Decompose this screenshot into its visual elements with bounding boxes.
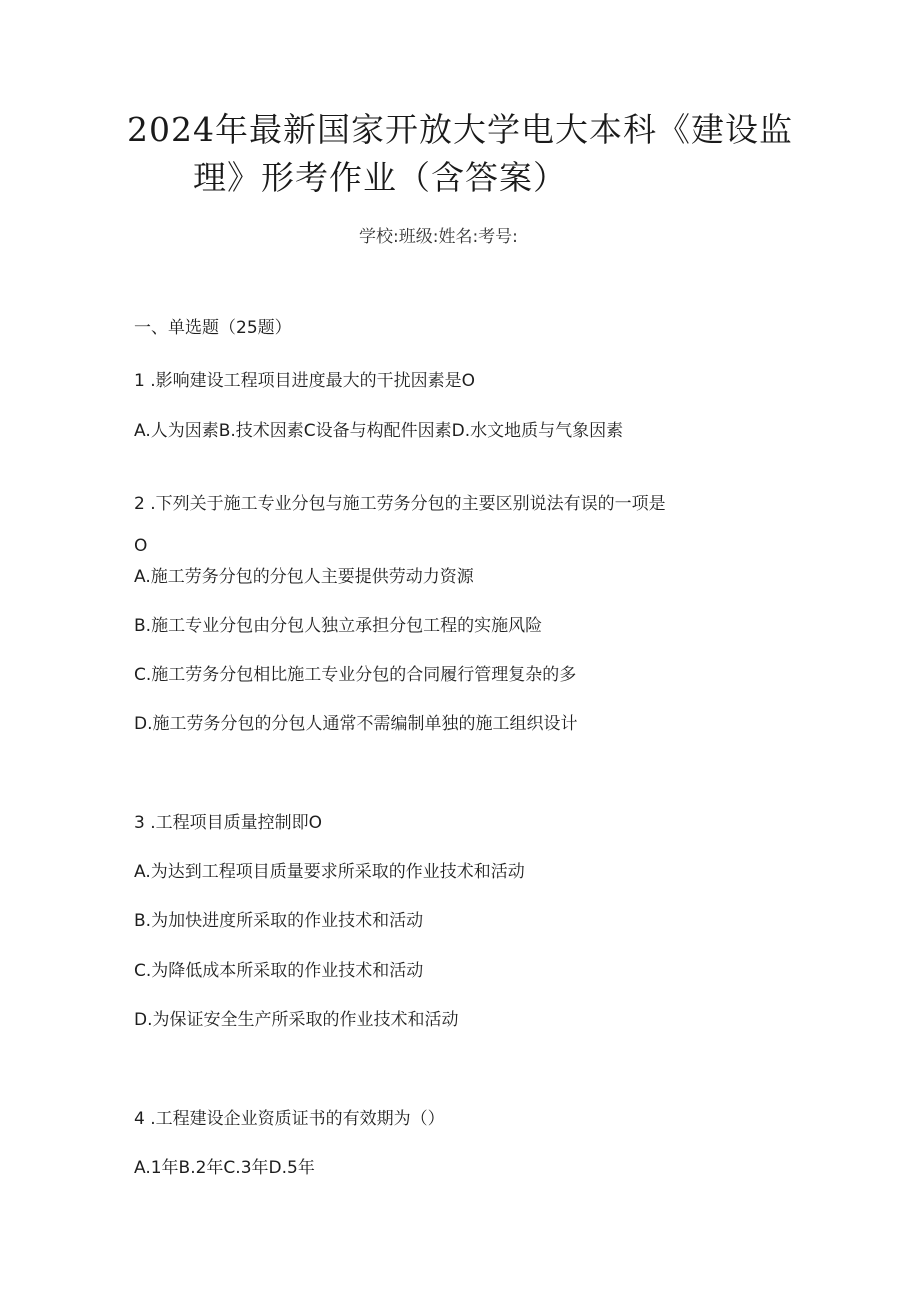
option-c: C.为降低成本所采取的作业技术和活动 <box>134 961 424 981</box>
option-a: A.施工劳务分包的分包人主要提供劳动力资源 <box>134 567 474 587</box>
option-c: C.施工劳务分包相比施工专业分包的合同履行管理复杂的多 <box>134 665 577 685</box>
question-options: A.人为因素B.技术因素C设备与构配件因素D.水文地质与气象因素 <box>134 421 624 441</box>
question-stem: 3 .工程项目质量控制即O <box>134 813 323 833</box>
question-stem-continued: O <box>134 536 148 556</box>
section-heading: 一、单选题（25题） <box>134 318 292 338</box>
option-b: B.为加快进度所采取的作业技术和活动 <box>134 911 424 931</box>
option-d: D.施工劳务分包的分包人通常不需编制单独的施工组织设计 <box>134 714 578 734</box>
title-line-2: 理》形考作业（含答案） <box>193 158 567 197</box>
option-d: D.为保证安全生产所采取的作业技术和活动 <box>134 1010 459 1030</box>
option-a: A.为达到工程项目质量要求所采取的作业技术和活动 <box>134 862 525 882</box>
title-line-1: 2024年最新国家开放大学电大本科《建设监 <box>127 110 793 149</box>
question-stem: 4 .工程建设企业资质证书的有效期为（） <box>134 1109 445 1129</box>
option-b: B.施工专业分包由分包人独立承担分包工程的实施风险 <box>134 616 543 636</box>
question-options: A.1年B.2年C.3年D.5年 <box>134 1158 315 1178</box>
student-info-line: 学校:班级:姓名:考号: <box>359 227 518 247</box>
question-stem: 1 .影响建设工程项目进度最大的干扰因素是O <box>134 371 476 391</box>
question-stem: 2 .下列关于施工专业分包与施工劳务分包的主要区别说法有误的一项是 <box>134 494 666 514</box>
